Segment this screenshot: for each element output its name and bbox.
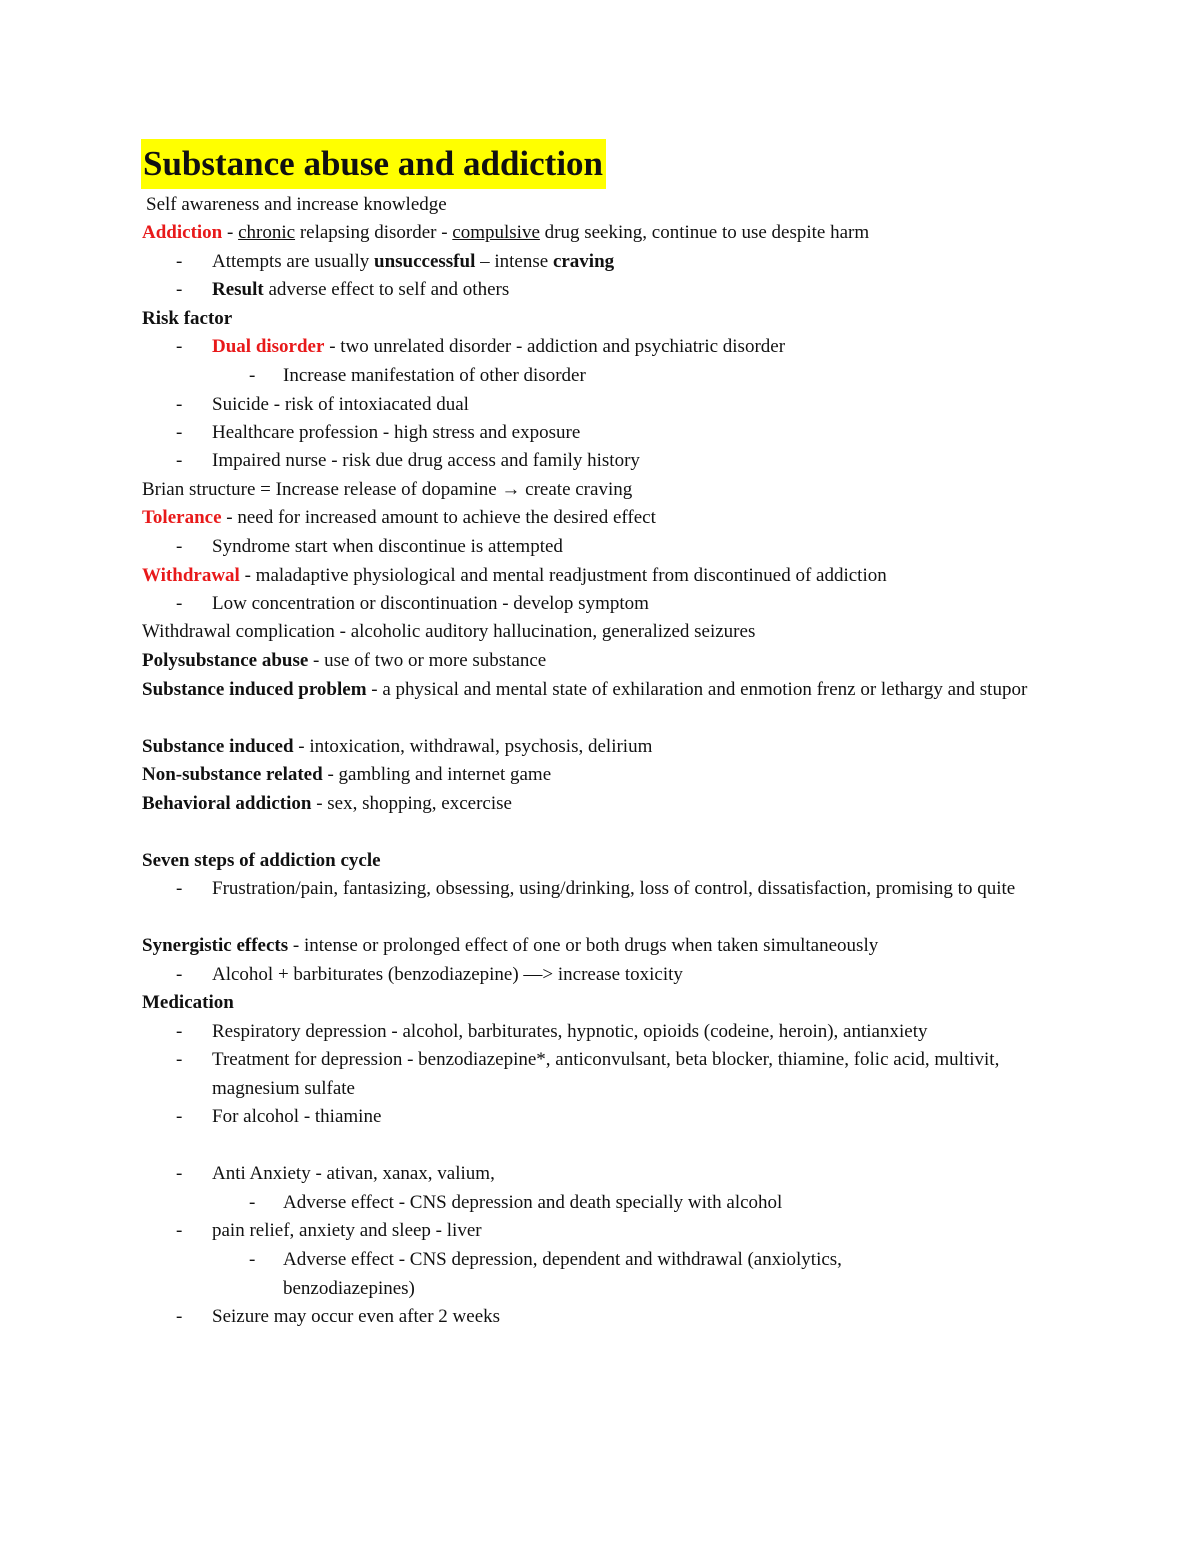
bullet-dash: -	[176, 536, 183, 557]
synergistic-definition: Synergistic effects - intense or prolonged effect of one or both drugs when taken simultaneously	[142, 935, 879, 956]
bullet-dash: -	[176, 394, 183, 415]
non-substance-definition: Non-substance related - gambling and internet game	[142, 764, 552, 785]
list-item: - Anti Anxiety - ativan, xanax, valium,	[212, 1160, 1062, 1189]
term-addiction: Addiction	[142, 222, 223, 243]
bullet-dash: -	[176, 336, 183, 357]
list-item: - pain relief, anxiety and sleep - liver	[212, 1217, 1062, 1246]
heading-risk-factor: Risk factor	[142, 308, 233, 329]
bullet-dash: -	[176, 878, 183, 899]
bullet-dash: -	[176, 422, 183, 443]
bullet-dash: -	[249, 1192, 256, 1213]
list-item: - For alcohol - thiamine	[212, 1103, 1062, 1132]
list-item: - Attempts are usually unsuccessful – intense craving	[212, 248, 1062, 277]
bullet-dash: -	[176, 1106, 183, 1127]
bullet-dash: -	[176, 1021, 183, 1042]
tolerance-definition: Tolerance - need for increased amount to achieve the desired effect	[142, 507, 656, 528]
bullet-dash: -	[176, 1220, 183, 1241]
term-withdrawal: Withdrawal	[142, 565, 240, 586]
list-item: - Impaired nurse - risk due drug access and family history	[212, 447, 1062, 476]
polysubstance-definition: Polysubstance abuse - use of two or more substance	[142, 650, 547, 671]
list-item: - Adverse effect - CNS depression, dependent and withdrawal (anxiolytics, benzodiazepines)	[283, 1246, 943, 1303]
list-item: - Respiratory depression - alcohol, barbiturates, hypnotic, opioids (codeine, heroin), antianxiety	[212, 1018, 1062, 1047]
underlined-compulsive: compulsive	[452, 222, 540, 243]
heading-seven-steps: Seven steps of addiction cycle	[142, 850, 381, 871]
bullet-dash: -	[176, 1049, 183, 1070]
bullet-dash: -	[176, 450, 183, 471]
term-tolerance: Tolerance	[142, 507, 222, 528]
list-item: - Treatment for depression - benzodiazepine*, anticonvulsant, beta blocker, thiamine, folic acid, multivit, magnesium sulfate	[212, 1046, 1062, 1103]
list-item: - Seizure may occur even after 2 weeks	[212, 1303, 1062, 1332]
bullet-dash: -	[176, 1163, 183, 1184]
withdrawal-complication-line: Withdrawal complication - alcoholic auditory hallucination, generalized seizures	[142, 621, 756, 642]
list-item: - Dual disorder - two unrelated disorder - addiction and psychiatric disorder	[212, 333, 1062, 362]
bullet-dash: -	[249, 1249, 256, 1270]
substance-induced-problem-definition: Substance induced problem - a physical and mental state of exhilaration and enmotion frenz or lethargy and stupor	[142, 679, 1028, 700]
list-item: - Result adverse effect to self and others	[212, 276, 1062, 305]
list-item: - Adverse effect - CNS depression and death specially with alcohol	[283, 1189, 1063, 1218]
substance-induced-definition: Substance induced - intoxication, withdrawal, psychosis, delirium	[142, 736, 653, 757]
bullet-dash: -	[176, 279, 183, 300]
behavioral-addiction-definition: Behavioral addiction - sex, shopping, excercise	[142, 793, 512, 814]
bullet-dash: -	[176, 593, 183, 614]
bullet-dash: -	[176, 964, 183, 985]
brain-structure-line: Brian structure = Increase release of dopamine → create craving	[142, 479, 633, 500]
page-title: Substance abuse and addiction	[141, 139, 606, 189]
list-item: - Syndrome start when discontinue is attempted	[212, 533, 1062, 562]
list-item: - Healthcare profession - high stress and exposure	[212, 419, 1062, 448]
list-item: - Suicide - risk of intoxiacated dual	[212, 391, 1062, 420]
heading-medication: Medication	[142, 992, 234, 1013]
intro-line: Self awareness and increase knowledge	[146, 194, 447, 215]
underlined-chronic: chronic	[238, 222, 296, 243]
addiction-definition: Addiction - chronic relapsing disorder - compulsive drug seeking, continue to use despite harm	[142, 222, 870, 243]
bullet-dash: -	[176, 1306, 183, 1327]
term-dual-disorder: Dual disorder	[212, 336, 325, 357]
list-item: - Frustration/pain, fantasizing, obsessing, using/drinking, loss of control, dissatisfaction, promising to quite	[212, 875, 1062, 904]
list-item: - Increase manifestation of other disorder	[283, 362, 1063, 391]
bullet-dash: -	[249, 365, 256, 386]
withdrawal-definition: Withdrawal - maladaptive physiological and mental readjustment from discontinued of addiction	[142, 565, 887, 586]
list-item: - Low concentration or discontinuation - develop symptom	[212, 590, 1062, 619]
bullet-dash: -	[176, 251, 183, 272]
list-item: - Alcohol + barbiturates (benzodiazepine) —> increase toxicity	[212, 961, 1062, 990]
